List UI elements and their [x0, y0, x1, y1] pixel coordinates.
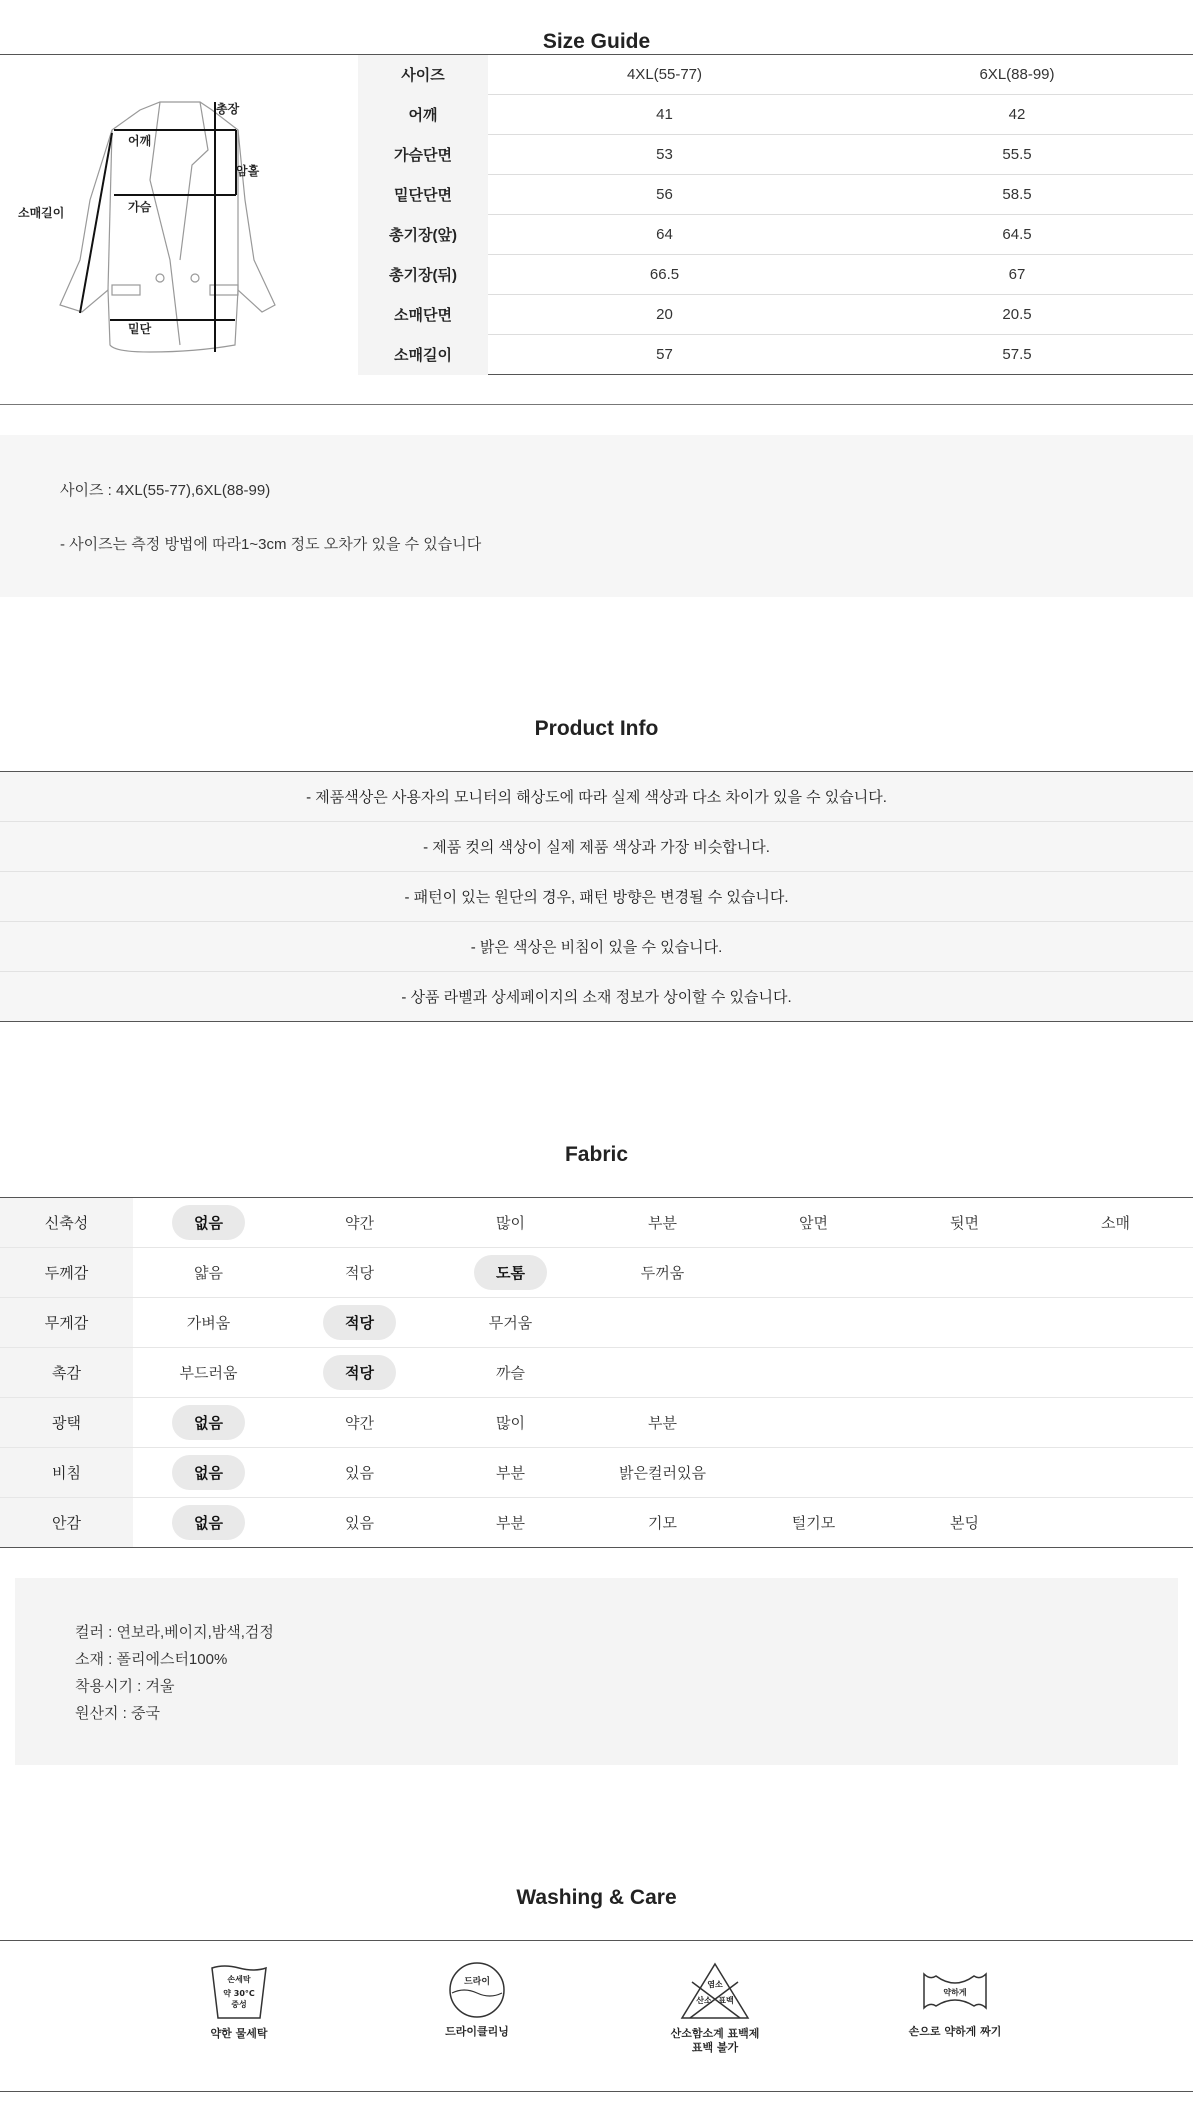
size-cell: 58.5	[1002, 186, 1032, 203]
size-cell: 20	[656, 306, 673, 323]
size-notes	[0, 435, 1193, 597]
spec-season: 착용시기 : 겨울	[75, 1678, 175, 1695]
fabric-option-label: 있음	[345, 1515, 374, 1532]
size-header-label: 사이즈	[358, 55, 488, 95]
fabric-option-label: 도톰	[474, 1255, 547, 1290]
size-cell: 67	[1008, 266, 1026, 283]
size-table-row	[358, 175, 1193, 215]
care-icon-text: 표백	[718, 1996, 734, 2005]
care-icon-text: 손세탁	[227, 1975, 251, 1984]
fabric-option	[435, 1498, 586, 1547]
jacket-outline-icon	[30, 90, 320, 370]
fabric-option-label: 부분	[496, 1465, 525, 1482]
fabric-option-label: 없음	[172, 1505, 245, 1540]
diagram-label-hem: 밑단	[128, 322, 152, 336]
care-label: 산소함소계 표백제	[670, 2027, 760, 2040]
fabric-row-label: 신축성	[0, 1198, 133, 1247]
diagram-label-armhole: 암홀	[236, 164, 260, 178]
diagram-label-shoulder: 어깨	[128, 134, 152, 148]
fabric-specs	[15, 1578, 1178, 1765]
fabric-option	[284, 1398, 435, 1447]
fabric-option-label: 없음	[172, 1205, 245, 1240]
care-icon-text: 약하게	[943, 1988, 967, 1997]
size-row-label: 가슴단면	[358, 135, 488, 175]
fabric-option-label: 두꺼움	[640, 1265, 685, 1282]
fabric-option-label: 없음	[172, 1455, 245, 1490]
size-table-row	[358, 215, 1193, 255]
size-table-row	[358, 95, 1193, 135]
size-cell: 64	[656, 226, 673, 243]
fabric-option-label: 많이	[496, 1415, 525, 1432]
size-row-label: 소매단면	[358, 295, 488, 335]
diagram-label-chest: 가슴	[128, 200, 152, 214]
fabric-option	[587, 1398, 738, 1447]
fabric-option	[133, 1298, 284, 1347]
product-info-item: - 패턴이 있는 원단의 경우, 패턴 방향은 변경될 수 있습니다.	[0, 872, 1193, 922]
care-label: 손으로 약하게 짜기	[908, 2025, 1002, 2038]
fabric-option	[587, 1498, 738, 1547]
fabric-option-label: 적당	[345, 1265, 374, 1282]
fabric-option-label: 약간	[345, 1415, 374, 1432]
fabric-option	[133, 1248, 284, 1297]
dry-clean-icon	[442, 1960, 512, 2020]
washing-title: Washing & Care	[516, 1886, 677, 1909]
care-hand-wash	[149, 1960, 329, 2041]
diagram-label-sleeve: 소매길이	[18, 206, 65, 220]
size-cell: 53	[656, 146, 673, 163]
size-row-label: 어깨	[358, 95, 488, 135]
fabric-option-label: 적당	[323, 1305, 396, 1340]
fabric-option-label: 있음	[345, 1465, 374, 1482]
size-cell: 41	[656, 106, 673, 123]
no-bleach-icon	[678, 1960, 752, 2022]
fabric-row	[0, 1248, 1193, 1298]
fabric-option-label: 본딩	[950, 1515, 979, 1532]
fabric-row	[0, 1398, 1193, 1448]
hand-wring-icon	[918, 1960, 992, 2020]
fabric-row	[0, 1498, 1193, 1548]
fabric-option	[587, 1448, 738, 1497]
fabric-option-label: 부분	[648, 1415, 677, 1432]
fabric-option	[284, 1248, 435, 1297]
size-table-row	[358, 255, 1193, 295]
spec-origin: 원산지 : 중국	[75, 1705, 160, 1722]
fabric-option	[133, 1348, 284, 1397]
fabric-option-label: 약간	[345, 1215, 374, 1232]
fabric-option	[587, 1198, 738, 1247]
product-info-item: - 상품 라벨과 상세페이지의 소재 정보가 상이할 수 있습니다.	[0, 972, 1193, 1022]
fabric-option	[889, 1198, 1040, 1247]
fabric-option-label: 소매	[1101, 1215, 1130, 1232]
size-note: - 사이즈는 측정 방법에 따라1~3cm 정도 오차가 있을 수 있습니다	[60, 536, 482, 553]
fabric-option-label: 앞면	[799, 1215, 828, 1232]
fabric-option-label: 뒷면	[950, 1215, 979, 1232]
size-row-label: 밑단단면	[358, 175, 488, 215]
fabric-row-label: 두께감	[0, 1248, 133, 1297]
fabric-row	[0, 1298, 1193, 1348]
fabric-option-label: 밝은컬러있음	[619, 1465, 706, 1482]
fabric-option-label: 가벼움	[186, 1315, 231, 1332]
size-row-label: 총기장(뒤)	[358, 255, 488, 295]
size-cell: 20.5	[1002, 306, 1032, 323]
size-cell: 64.5	[1002, 226, 1032, 243]
fabric-option-label: 부분	[648, 1215, 677, 1232]
product-info-title: Product Info	[534, 717, 659, 740]
product-info-item: - 제품 컷의 색상이 실제 제품 색상과 가장 비슷합니다.	[0, 822, 1193, 872]
size-guide-title: Size Guide	[542, 30, 651, 53]
divider	[0, 404, 1193, 405]
fabric-row	[0, 1198, 1193, 1248]
hand-wash-icon	[204, 1960, 274, 2022]
fabric-option	[435, 1398, 586, 1447]
size-header-col: 6XL(88-99)	[979, 66, 1055, 83]
spec-color: 컬러 : 연보라,베이지,밤색,검정	[75, 1624, 274, 1641]
size-table-row	[358, 335, 1193, 375]
fabric-title: Fabric	[564, 1143, 629, 1166]
size-cell: 57.5	[1002, 346, 1032, 363]
fabric-option-label: 부분	[496, 1515, 525, 1532]
fabric-option-selected	[133, 1448, 284, 1497]
spec-material: 소재 : 폴리에스터100%	[75, 1651, 228, 1668]
size-note: 사이즈 : 4XL(55-77),6XL(88-99)	[60, 482, 271, 499]
fabric-option	[738, 1498, 889, 1547]
fabric-option-selected	[284, 1348, 435, 1397]
size-table-row	[358, 295, 1193, 335]
fabric-option	[435, 1348, 586, 1397]
size-cell: 56	[656, 186, 673, 203]
care-dry-clean	[387, 1960, 567, 2039]
care-label: 드라이클리닝	[445, 2025, 509, 2038]
divider	[0, 1940, 1193, 1941]
fabric-row-label: 광택	[0, 1398, 133, 1447]
fabric-option	[284, 1198, 435, 1247]
fabric-option-label: 얇음	[194, 1265, 223, 1282]
fabric-option	[435, 1298, 586, 1347]
fabric-row	[0, 1448, 1193, 1498]
care-hand-wring	[865, 1960, 1045, 2039]
care-icon-text: 드라이	[463, 1977, 491, 1987]
size-cell: 57	[656, 346, 673, 363]
size-cell: 66.5	[649, 266, 680, 283]
fabric-option-label: 적당	[323, 1355, 396, 1390]
size-header-col: 4XL(55-77)	[626, 66, 703, 83]
fabric-option-selected	[133, 1498, 284, 1547]
fabric-option	[1040, 1198, 1191, 1247]
size-cell: 55.5	[1002, 146, 1032, 163]
size-row-label: 소매길이	[358, 335, 488, 375]
size-table-header	[358, 55, 1193, 95]
care-icon-text: 중성	[231, 2000, 247, 2009]
fabric-row	[0, 1348, 1193, 1398]
fabric-row-label: 무게감	[0, 1298, 133, 1347]
fabric-row-label: 촉감	[0, 1348, 133, 1397]
fabric-option	[284, 1448, 435, 1497]
fabric-option	[435, 1448, 586, 1497]
jacket-size-diagram	[18, 90, 320, 370]
fabric-option-selected	[435, 1248, 586, 1297]
fabric-option-label: 털기모	[791, 1515, 836, 1532]
fabric-option-label: 많이	[496, 1215, 525, 1232]
fabric-row-label: 안감	[0, 1498, 133, 1547]
fabric-option-selected	[133, 1198, 284, 1247]
care-label: 약한 물세탁	[210, 2027, 268, 2040]
fabric-option	[284, 1498, 435, 1547]
fabric-option	[738, 1198, 889, 1247]
fabric-option-label: 무거움	[488, 1315, 533, 1332]
divider	[0, 1547, 1193, 1548]
care-icon-text: 약 30°C	[223, 1989, 255, 1998]
fabric-option	[435, 1198, 586, 1247]
care-label: 표백 불가	[691, 2041, 739, 2054]
fabric-option-selected	[133, 1398, 284, 1447]
care-icon-text: 염소	[707, 1980, 723, 1989]
size-cell: 42	[1008, 106, 1026, 123]
fabric-row-label: 비침	[0, 1448, 133, 1497]
fabric-option	[889, 1498, 1040, 1547]
fabric-option-label: 없음	[172, 1405, 245, 1440]
size-row-label: 총기장(앞)	[358, 215, 488, 255]
fabric-option-label: 기모	[648, 1515, 677, 1532]
size-table	[358, 55, 1193, 375]
diagram-label-length: 총장	[216, 102, 240, 116]
fabric-option	[587, 1248, 738, 1297]
fabric-option-label: 부드러움	[179, 1365, 238, 1382]
fabric-option-label: 까슬	[496, 1365, 525, 1382]
product-info-item: - 밝은 색상은 비침이 있을 수 있습니다.	[0, 922, 1193, 972]
product-info-item: - 제품색상은 사용자의 모니터의 해상도에 따라 실제 색상과 다소 차이가 있을 수 있습니다.	[0, 772, 1193, 822]
divider	[0, 2091, 1193, 2092]
care-no-bleach	[625, 1960, 805, 2055]
size-table-row	[358, 135, 1193, 175]
fabric-option-selected	[284, 1298, 435, 1347]
care-icon-text: 산소	[696, 1996, 712, 2005]
